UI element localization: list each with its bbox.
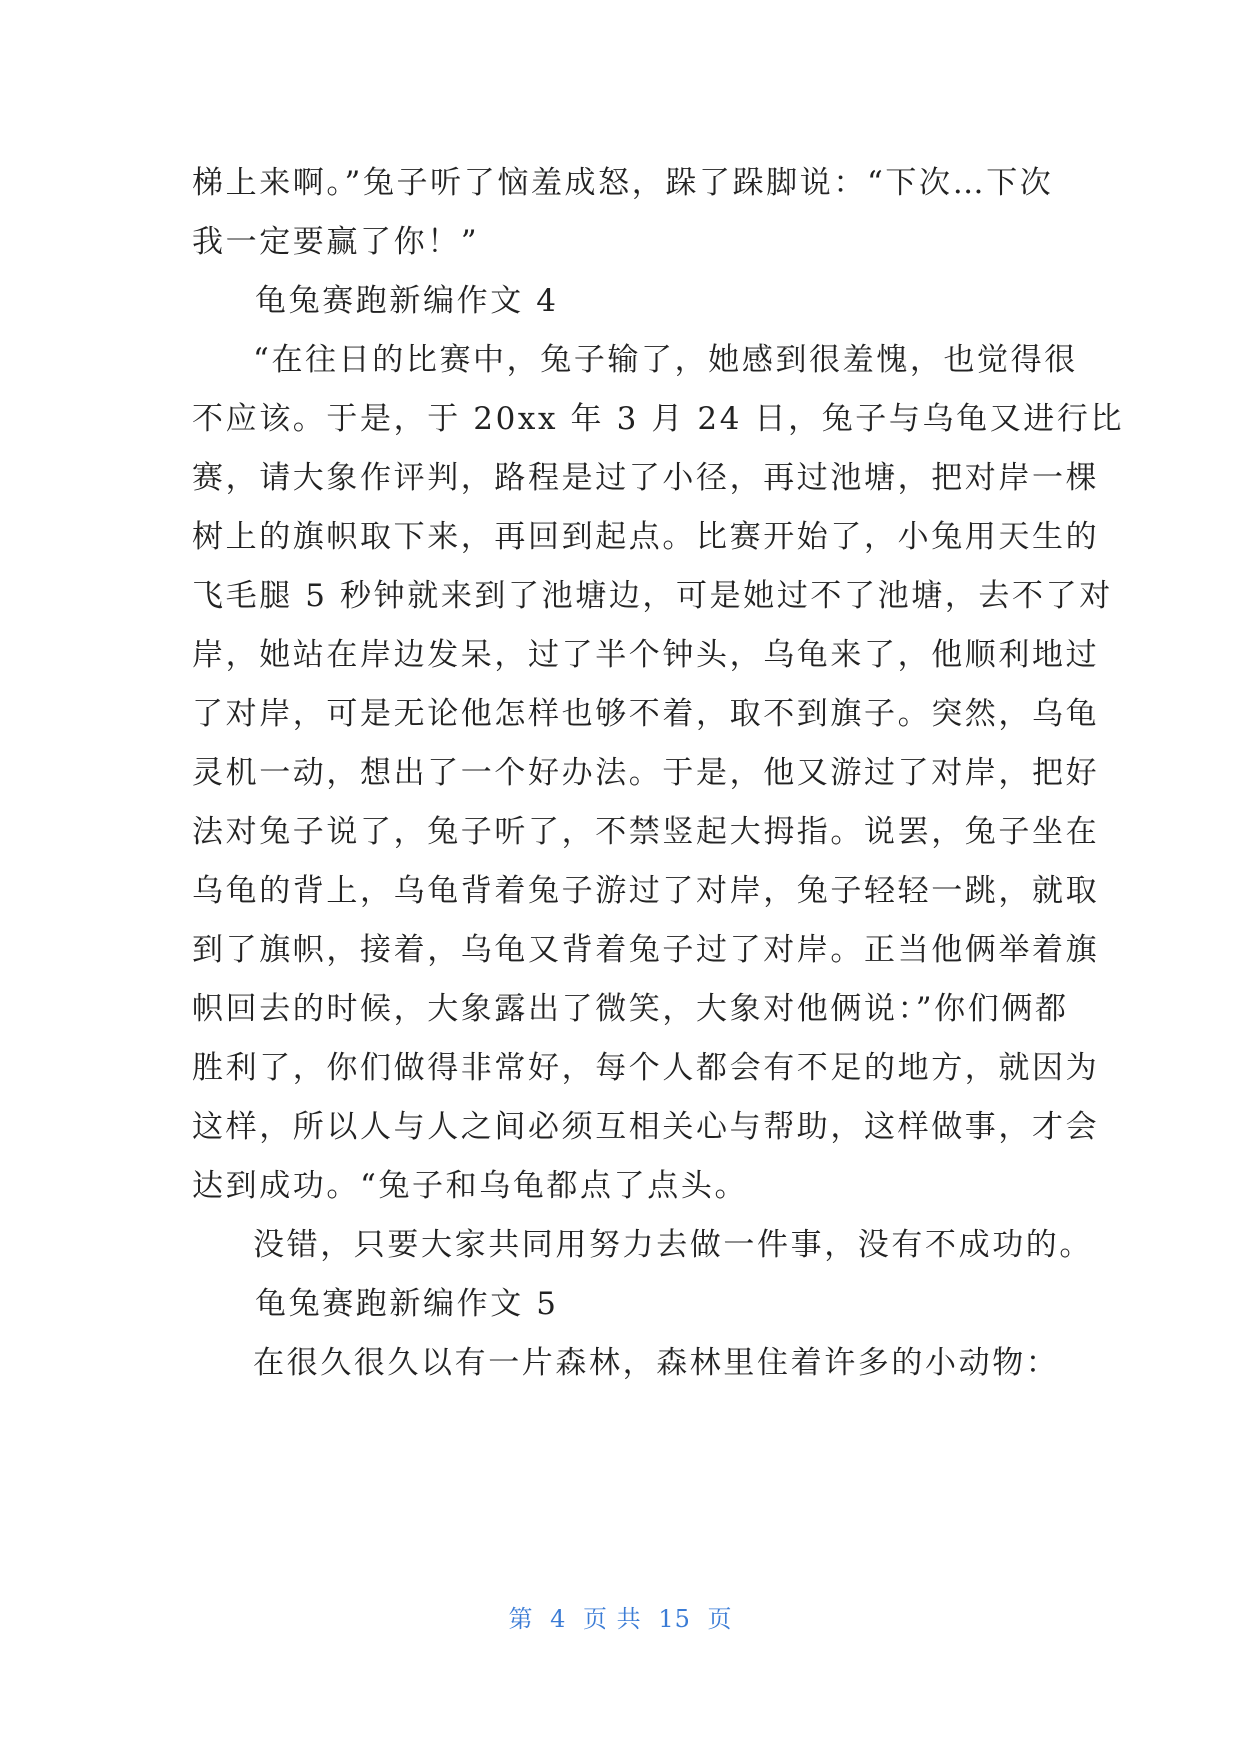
text-line: 不应该。于是，于 20xx 年 3 月 24 日，兔子与乌龟又进行比: [192, 401, 1125, 437]
text-line: 胜利了，你们做得非常好，每个人都会有不足的地方，就因为: [192, 1050, 1100, 1086]
text-line: 乌龟的背上，乌龟背着兔子游过了对岸，兔子轻轻一跳，就取: [192, 873, 1100, 909]
text-line: 梯上来啊。”兔子听了恼羞成怒，跺了跺脚说：“下次…下次: [192, 165, 1054, 201]
text-line: 到了旗帜，接着，乌龟又背着兔子过了对岸。正当他俩举着旗: [192, 932, 1100, 968]
text-line: 岸，她站在岸边发呆，过了半个钟头，乌龟来了，他顺利地过: [192, 637, 1100, 673]
section-heading: 龟兔赛跑新编作文 5: [255, 1286, 559, 1322]
text-line: 灵机一动，想出了一个好办法。于是，他又游过了对岸，把好: [192, 755, 1100, 791]
section-heading: 龟兔赛跑新编作文 4: [255, 283, 559, 319]
text-line: 达到成功。“兔子和乌龟都点了点头。: [192, 1168, 749, 1204]
footer-current-page: 4: [550, 1605, 567, 1633]
footer-total-pages: 15: [658, 1605, 691, 1633]
text-line: 没错，只要大家共同用努力去做一件事，没有不成功的。: [253, 1227, 1093, 1263]
text-line: 这样，所以人与人之间必须互相关心与帮助，这样做事，才会: [192, 1109, 1100, 1145]
page-footer: [0, 1603, 1241, 1635]
text-line: 在很久很久以有一片森林，森林里住着许多的小动物：: [253, 1345, 1060, 1381]
footer-middle: 页 共: [583, 1605, 642, 1633]
text-line: 法对兔子说了，兔子听了，不禁竖起大拇指。说罢，兔子坐在: [192, 814, 1100, 850]
footer-prefix: 第: [508, 1605, 534, 1633]
text-line: “在往日的比赛中，兔子输了，她感到很羞愧，也觉得很: [253, 342, 1078, 378]
text-line: 帜回去的时候，大象露出了微笑，大象对他俩说：”你们俩都: [192, 991, 1069, 1027]
text-line: 树上的旗帜取下来，再回到起点。比赛开始了，小兔用天生的: [192, 519, 1100, 555]
text-line: 飞毛腿 5 秒钟就来到了池塘边，可是她过不了池塘，去不了对: [192, 578, 1113, 614]
footer-suffix: 页: [707, 1605, 733, 1633]
text-line: 了对岸，可是无论他怎样也够不着，取不到旗子。突然，乌龟: [192, 696, 1100, 732]
text-line: 赛，请大象作评判，路程是过了小径，再过池塘，把对岸一棵: [192, 460, 1100, 496]
text-line: 我一定要赢了你！”: [192, 224, 480, 260]
